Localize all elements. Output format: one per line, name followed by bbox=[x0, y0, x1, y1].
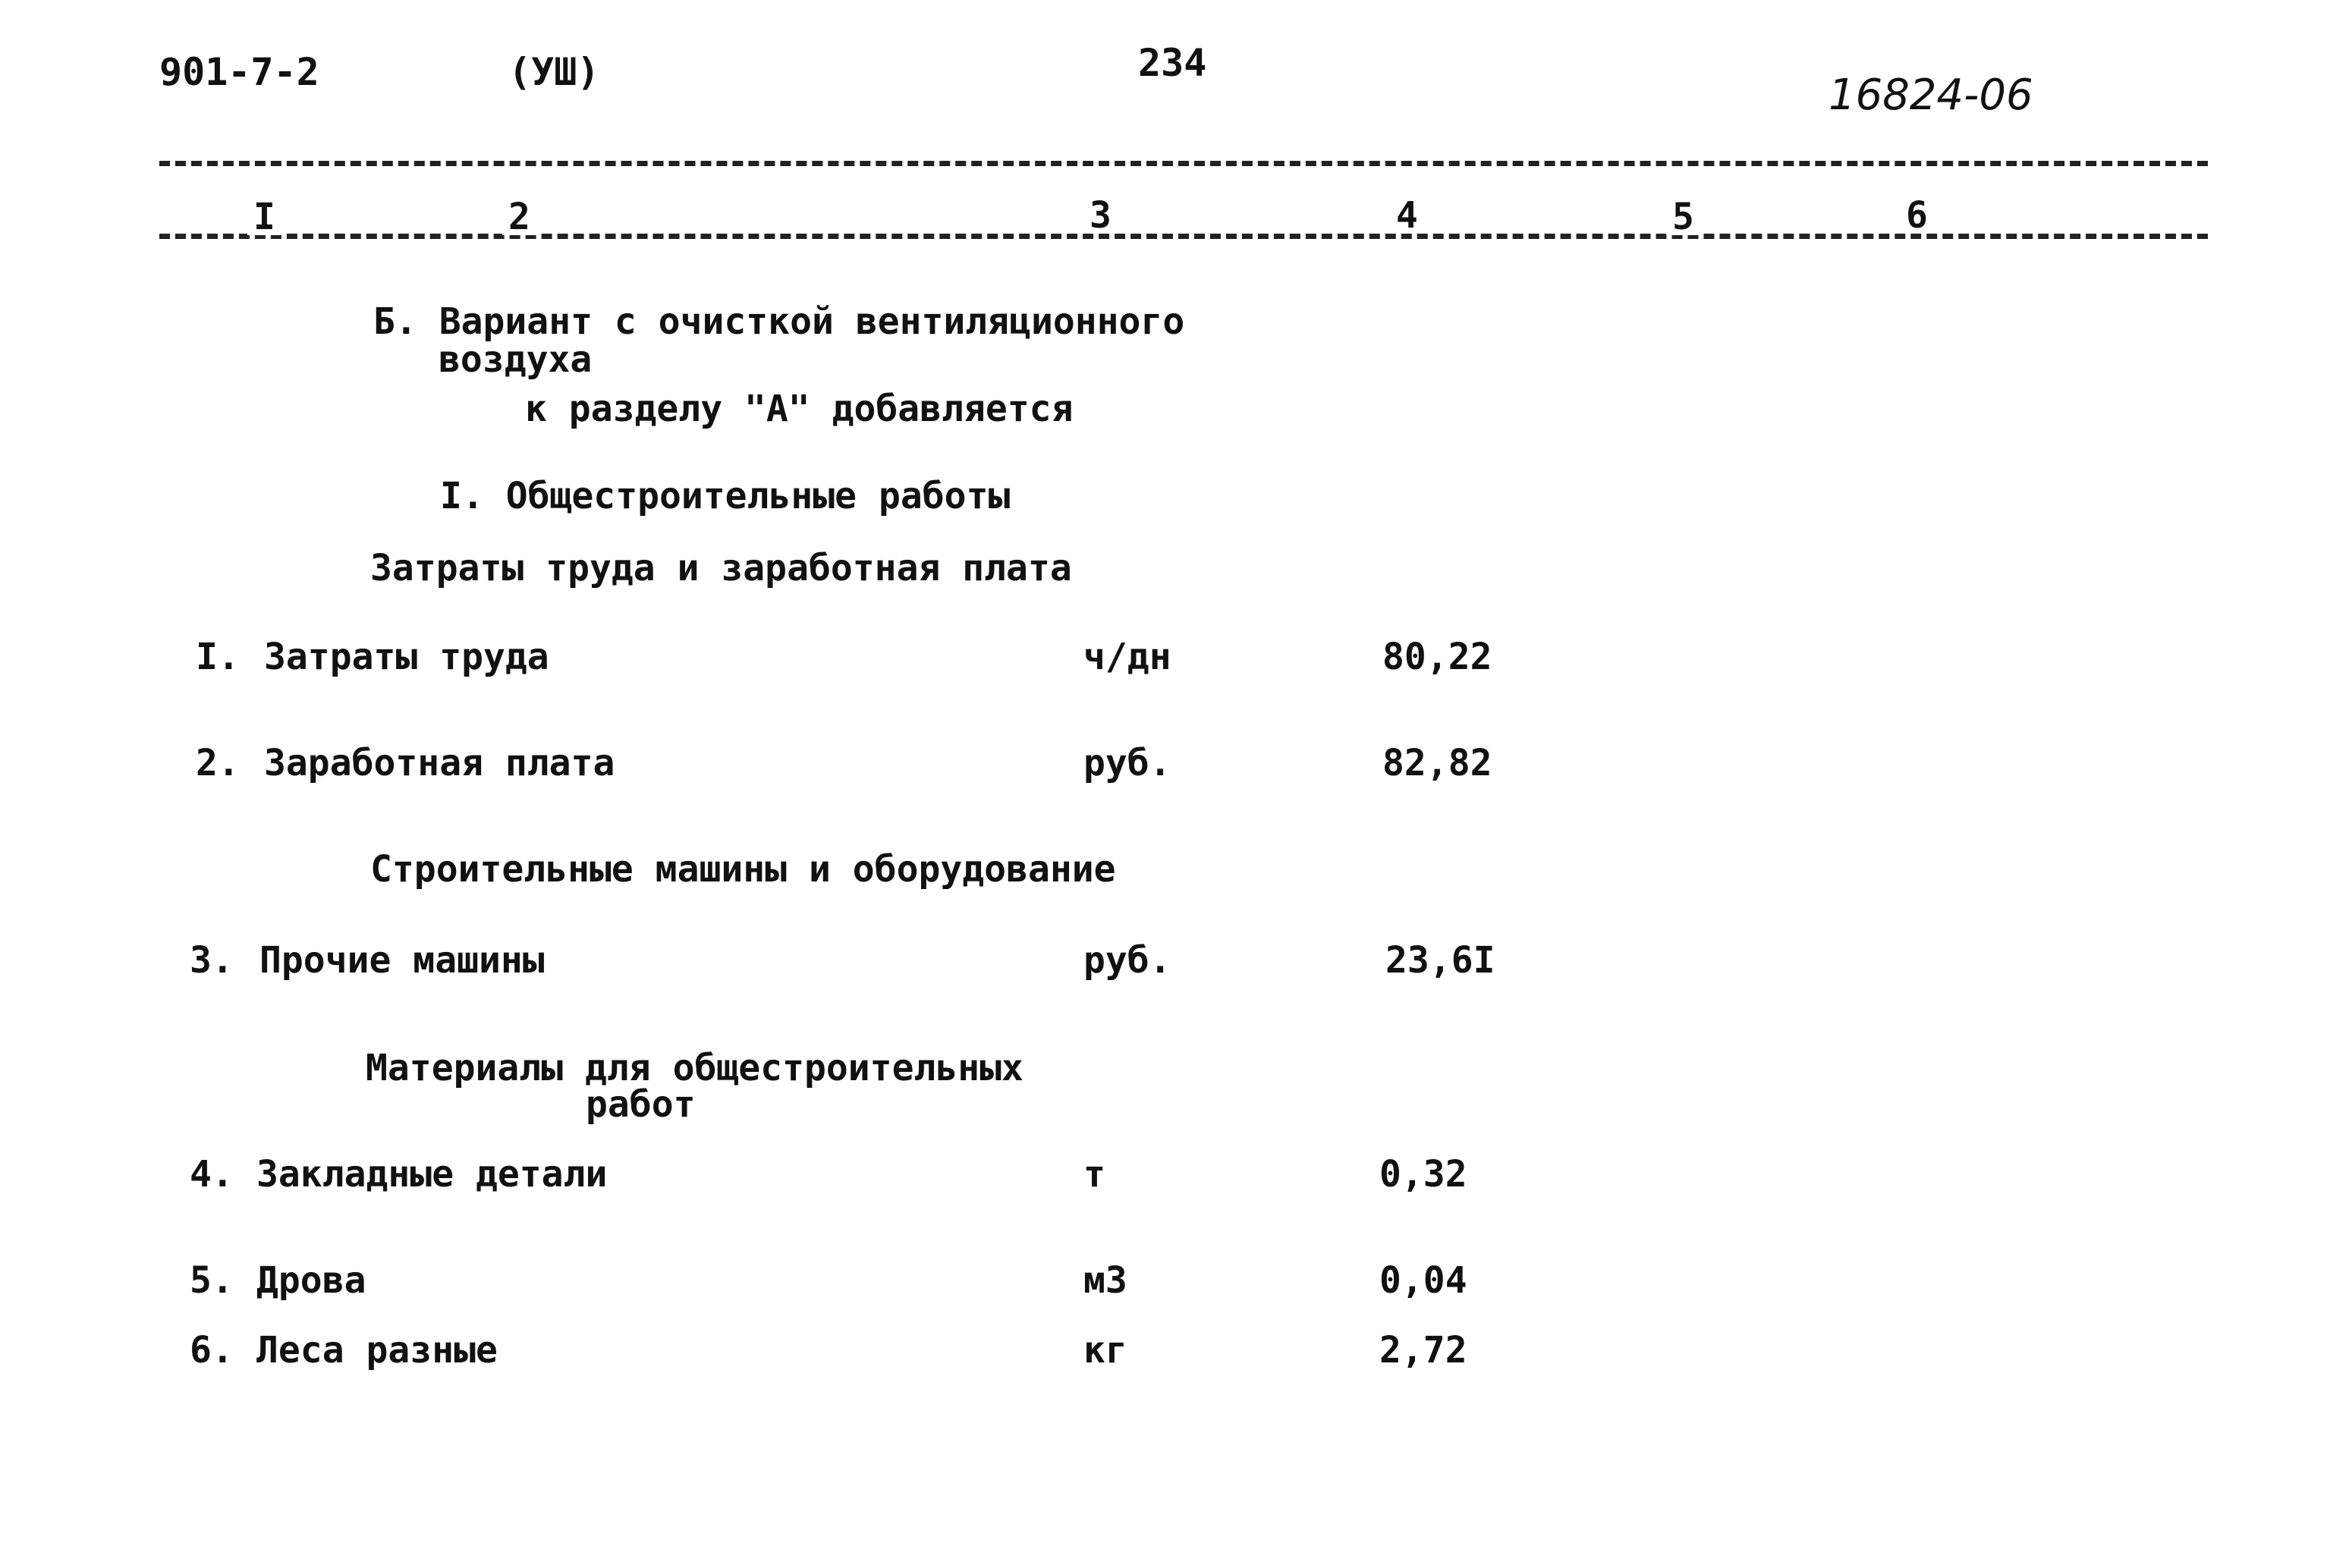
row-4-number: 4. bbox=[190, 1153, 234, 1196]
column-number-3: 3 bbox=[1083, 197, 1118, 234]
row-2-name: Заработная плата bbox=[264, 742, 615, 784]
row-1-number: I. bbox=[196, 636, 240, 678]
row-2-value: 82,82 bbox=[1382, 742, 1492, 784]
archive-number: 16824-06 bbox=[1828, 71, 2033, 120]
row-6-number: 6. bbox=[190, 1329, 234, 1372]
page-number: 234 bbox=[1138, 41, 1207, 85]
row-3-name: Прочие машины bbox=[259, 939, 545, 982]
section-title-line1: Б. Вариант с очисткой вентиляционного bbox=[373, 300, 1185, 343]
table-top-rule bbox=[159, 161, 2208, 166]
column-number-rule bbox=[159, 234, 2208, 239]
row-5-name: Дрова bbox=[256, 1259, 366, 1302]
row-2-unit: руб. bbox=[1083, 742, 1171, 784]
row-3-unit: руб. bbox=[1083, 939, 1171, 982]
row-5-number: 5. bbox=[190, 1259, 234, 1302]
volume-number: (УШ) bbox=[508, 50, 600, 94]
group-heading-materials-line2: работ bbox=[586, 1083, 696, 1126]
section-title-line2: воздуха bbox=[439, 338, 593, 381]
row-3-value: 23,6I bbox=[1385, 939, 1495, 982]
row-1-name: Затраты труда bbox=[264, 636, 549, 678]
row-6-value: 2,72 bbox=[1379, 1329, 1467, 1372]
row-4-name: Закладные детали bbox=[256, 1153, 608, 1196]
column-number-2: 2 bbox=[502, 199, 536, 235]
column-number-5: 5 bbox=[1666, 199, 1700, 235]
row-5-value: 0,04 bbox=[1379, 1259, 1467, 1302]
row-6-unit: кг bbox=[1083, 1329, 1127, 1372]
group-heading-materials-line1: Материалы для общестроительных bbox=[366, 1047, 1024, 1089]
group-heading-labor: Затраты труда и заработная плата bbox=[370, 547, 1072, 589]
row-6-name: Леса разные bbox=[256, 1329, 498, 1372]
row-1-value: 80,22 bbox=[1382, 636, 1492, 678]
column-number-4: 4 bbox=[1390, 197, 1424, 234]
row-2-number: 2. bbox=[196, 742, 240, 784]
document-code: 901-7-2 bbox=[159, 50, 319, 94]
row-3-number: 3. bbox=[190, 939, 234, 982]
column-number-6: 6 bbox=[1900, 197, 1934, 234]
row-4-unit: т bbox=[1083, 1153, 1105, 1196]
subsection-heading: I. Общестроительные работы bbox=[440, 475, 1011, 517]
row-1-unit: ч/дн bbox=[1083, 636, 1171, 678]
section-subtitle: к разделу "А" добавляется bbox=[525, 388, 1074, 430]
group-heading-machines: Строительные машины и оборудование bbox=[370, 848, 1116, 891]
row-5-unit: м3 bbox=[1083, 1259, 1127, 1302]
row-4-value: 0,32 bbox=[1379, 1153, 1467, 1196]
column-number-1: I bbox=[247, 199, 281, 235]
